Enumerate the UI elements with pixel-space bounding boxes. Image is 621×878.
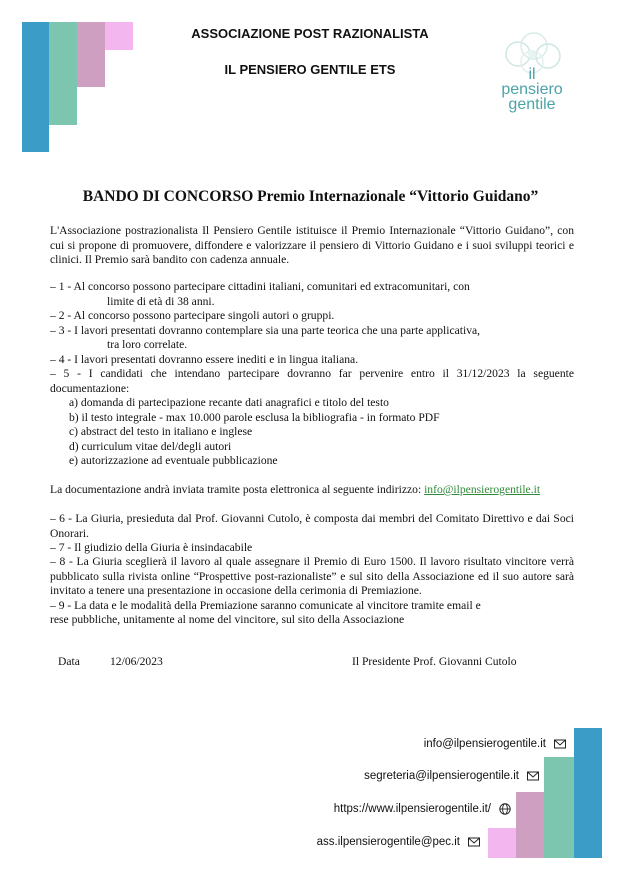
contact-info-email [424, 738, 566, 750]
decor-bar-blue [22, 22, 49, 152]
rule-8: – 8 - La Giuria sceglierà il lavoro al quale assegnare il Premio di Euro 1500. Il lavoro risultato vincitore verrà pubblicato sulla rivista online “Prospettive post-razionaliste” e sul sito della Associazione ed il suo autore sarà invitato a tenere una presentazione in occasione della cerimonia di Premiazione. [50, 555, 574, 598]
envelope-icon [468, 836, 480, 848]
intro-paragraph: L'Associazione postrazionalista Il Pensiero Gentile istituisce il Premio Internazionale “Vittorio Guidano”, con cui si propone di promuovere, diffondere e valorizzare il pensiero di Vittorio Guidano e i suoi sviluppi teorici e clinici. Il Premio sarà bandito con cadenza annuale. [50, 224, 574, 267]
globe-icon [499, 803, 511, 815]
rule-1-line-2: limite di età di 38 anni. [107, 295, 215, 308]
rule-2: – 2 - Al concorso possono partecipare singoli autori o gruppi. [50, 309, 335, 322]
decor-bar-mauve-bottom [516, 792, 544, 858]
contact-website-text[interactable]: https://www.ilpensierogentile.it/ [333, 803, 491, 815]
rule-5: – 5 - I candidati che intendano partecipare dovranno far pervenire entro il 31/12/2023 la seguente documentazione: [50, 367, 574, 395]
logo-word-3: gentile [508, 96, 556, 113]
doc-item-e: e) autorizzazione ad eventuale pubblicazione [69, 454, 278, 467]
rule-3-line-2: tra loro correlate. [107, 338, 188, 351]
rule-7: – 7 - Il giudizio della Giuria è insindacabile [50, 541, 253, 554]
contact-pec-email [317, 836, 480, 848]
document-title: BANDO DI CONCORSO Premio Internazionale “Vittorio Guidano” [82, 188, 539, 205]
email-link[interactable]: info@ilpensierogentile.it [424, 483, 541, 496]
envelope-icon [554, 738, 566, 750]
rule-4: – 4 - I lavori presentati dovranno essere inediti e in lingua italiana. [50, 353, 359, 366]
contact-info-email-text[interactable]: info@ilpensierogentile.it [423, 738, 546, 750]
decor-bar-blue-bottom [574, 728, 602, 858]
date-label: Data [58, 655, 80, 668]
contact-segreteria-email [364, 770, 539, 782]
email-line [50, 483, 540, 498]
decor-bar-mauve [77, 22, 105, 87]
logo-word-1: il [528, 66, 536, 83]
decor-bar-green [49, 22, 77, 125]
decor-bar-pink [105, 22, 133, 50]
envelope-icon [527, 770, 539, 782]
rule-6: – 6 - La Giuria, presieduta dal Prof. Giovanni Cutolo, è composta dai membri del Comitato Direttivo e dai Soci Onorari. [50, 512, 574, 540]
doc-item-b: b) il testo integrale - max 10.000 parole esclusa la bibliografia - in formato PDF [69, 411, 440, 424]
rule-9-line-1: – 9 - La data e le modalità della Premiazione saranno comunicate al vincitore tramite email e [50, 599, 481, 612]
email-line-text: La documentazione andrà inviata tramite posta elettronica al seguente indirizzo: [50, 483, 425, 496]
decor-bar-pink-bottom [488, 828, 516, 858]
doc-item-c: c) abstract del testo in italiano e inglese [69, 425, 253, 438]
rule-9-line-2: rese pubbliche, unitamente al nome del vincitore, sul sito della Associazione [50, 613, 405, 626]
contact-pec-email-text[interactable]: ass.ilpensierogentile@pec.it [316, 836, 460, 848]
logo [494, 28, 570, 118]
rule-1-line-1: – 1 - Al concorso possono partecipare cittadini italiani, comunitari ed extracomunitari, con [50, 280, 470, 293]
date-value: 12/06/2023 [110, 655, 163, 668]
decor-bar-green-bottom [544, 757, 574, 858]
contact-website [334, 803, 511, 815]
doc-item-a: a) domanda di partecipazione recante dati anagrafici e titolo del testo [69, 396, 389, 409]
contact-segreteria-email-text[interactable]: segreteria@ilpensierogentile.it [364, 770, 519, 782]
president-signature: Il Presidente Prof. Giovanni Cutolo [352, 655, 517, 668]
header-line-2: IL PENSIERO GENTILE ETS [224, 62, 396, 77]
doc-item-d: d) curriculum vitae del/degli autori [69, 440, 232, 453]
rule-3-line-1: – 3 - I lavori presentati dovranno contemplare sia una parte teorica che una parte applicativa, [50, 324, 481, 337]
header-line-1: ASSOCIAZIONE POST RAZIONALISTA [191, 26, 429, 41]
logo-word-2: pensiero [501, 81, 563, 98]
